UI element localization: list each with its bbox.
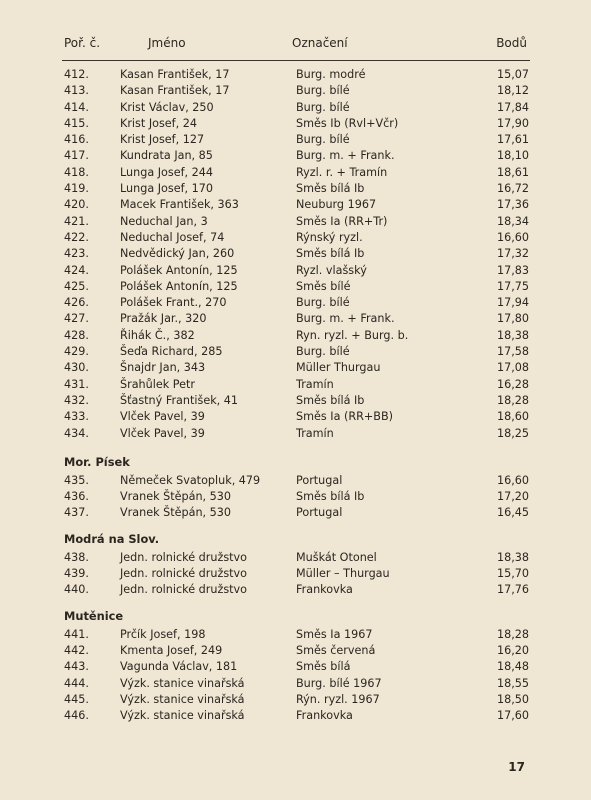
row-points: 18,28 (496, 393, 529, 407)
row-number: 437. (64, 506, 89, 520)
header-divider (62, 60, 530, 61)
row-number: 444. (64, 676, 89, 690)
row-label: Tramín (296, 377, 334, 391)
row-name: Lunga Josef, 170 (120, 182, 213, 196)
row-label: Směs červená (296, 643, 376, 657)
header-number: Poř. č. (64, 36, 101, 50)
table-row (0, 409, 591, 425)
table-row (0, 489, 591, 505)
row-number: 422. (64, 230, 89, 244)
table-row (0, 132, 591, 148)
row-points: 18,28 (496, 627, 529, 641)
table-row (0, 328, 591, 344)
row-label: Müller – Thurgau (296, 567, 390, 581)
row-points: 17,80 (496, 312, 529, 326)
row-number: 426. (64, 296, 89, 310)
section-title: Mor. Písek (64, 454, 130, 469)
row-number: 429. (64, 345, 89, 359)
row-name: Krist Václav, 250 (120, 100, 214, 114)
row-name: Nedvědický Jan, 260 (120, 247, 235, 261)
row-name: Vranek Štěpán, 530 (120, 506, 232, 520)
row-points: 18,25 (496, 426, 529, 440)
table-row (0, 627, 591, 643)
row-name: Neduchal Josef, 74 (120, 230, 225, 244)
row-number: 413. (64, 84, 89, 98)
row-name: Jedn. rolnické družstvo (120, 567, 248, 581)
row-points: 17,84 (496, 100, 529, 114)
row-label: Rýn. ryzl. 1967 (296, 692, 380, 706)
row-name: Šeďa Richard, 285 (120, 345, 223, 359)
table-row (0, 311, 591, 327)
header-name: Jméno (148, 36, 186, 50)
row-points: 18,38 (496, 328, 529, 342)
row-number: 420. (64, 198, 89, 212)
row-points: 15,70 (496, 567, 529, 581)
row-label: Směs Ia 1967 (296, 627, 373, 641)
row-number: 425. (64, 279, 89, 293)
row-points: 17,58 (496, 345, 529, 359)
row-name: Krist Josef, 24 (120, 116, 197, 130)
row-points: 17,20 (496, 490, 529, 504)
table-row (0, 659, 591, 675)
row-label: Burg. m. + Frank. (296, 312, 395, 326)
table-row (0, 148, 591, 164)
header-label: Označení (292, 36, 348, 50)
row-name: Výzk. stanice vinařská (120, 676, 245, 690)
table-row (0, 692, 591, 708)
row-label: Burg. bílé (296, 100, 350, 114)
table-row (0, 566, 591, 582)
row-points: 18,12 (496, 84, 529, 98)
row-label: Rýnský ryzl. (296, 230, 363, 244)
row-number: 412. (64, 68, 89, 81)
row-name: Polášek Antonín, 125 (120, 263, 238, 277)
table-row (0, 295, 591, 311)
row-name: Kundrata Jan, 85 (120, 149, 213, 163)
table-row (0, 582, 591, 598)
table-row (0, 181, 591, 197)
row-label: Ryn. ryzl. + Burg. b. (296, 328, 409, 342)
row-name: Řihák Č., 382 (120, 328, 195, 342)
row-name: Polášek Antonín, 125 (120, 279, 238, 293)
row-points: 18,50 (496, 692, 529, 706)
row-points: 17,08 (496, 361, 529, 375)
row-label: Ryzl. vlašský (296, 263, 367, 277)
row-label: Portugal (296, 506, 343, 520)
row-label: Portugal (296, 473, 343, 487)
table-row (0, 230, 591, 246)
row-label: Směs Ia (RR+BB) (296, 410, 393, 424)
row-name: Vlček Pavel, 39 (120, 426, 205, 440)
table-header (0, 36, 591, 54)
row-number: 434. (64, 426, 89, 440)
row-points: 16,45 (496, 506, 529, 520)
row-label: Muškát Otonel (296, 550, 377, 564)
row-number: 421. (64, 214, 89, 228)
table-row (0, 344, 591, 360)
row-label: Směs bílá Ib (296, 247, 365, 261)
row-name: Šnajdr Jan, 343 (120, 361, 206, 375)
row-name: Výzk. stanice vinařská (120, 692, 245, 706)
row-label: Frankovka (296, 583, 353, 597)
row-number: 427. (64, 312, 89, 326)
table-row (0, 165, 591, 181)
row-name: Polášek Frant., 270 (120, 296, 227, 310)
section-title: Modrá na Slov. (64, 531, 160, 546)
row-points: 16,60 (496, 473, 529, 487)
page-number: 17 (508, 760, 525, 774)
row-name: Macek František, 363 (120, 198, 239, 212)
row-number: 438. (64, 550, 89, 564)
table-row (0, 393, 591, 409)
row-number: 417. (64, 149, 89, 163)
row-label: Směs bílá Ib (296, 182, 365, 196)
row-number: 443. (64, 660, 89, 674)
row-label: Směs bílá Ib (296, 490, 365, 504)
row-label: Směs Ia (RR+Tr) (296, 214, 388, 228)
row-number: 441. (64, 627, 89, 641)
row-label: Burg. bílé (296, 84, 350, 98)
row-name: Výzk. stanice vinařská (120, 709, 245, 723)
table-row (0, 279, 591, 295)
row-number: 446. (64, 709, 89, 723)
row-points: 17,90 (496, 116, 529, 130)
row-name: Jedn. rolnické družstvo (120, 583, 248, 597)
row-points: 17,61 (496, 133, 529, 147)
row-name: Lunga Josef, 244 (120, 165, 213, 179)
row-label: Směs bílé (296, 279, 351, 293)
row-points: 16,60 (496, 230, 529, 244)
results-list (0, 67, 591, 724)
row-points: 16,20 (496, 643, 529, 657)
row-number: 445. (64, 692, 89, 706)
row-number: 439. (64, 567, 89, 581)
row-label: Burg. bílé (296, 133, 350, 147)
row-points: 16,28 (496, 377, 529, 391)
row-name: Kasan František, 17 (120, 68, 230, 81)
row-number: 433. (64, 410, 89, 424)
table-row (0, 360, 591, 376)
table-row (0, 100, 591, 116)
row-label: Burg. bílé 1967 (296, 676, 382, 690)
row-name: Krist Josef, 127 (120, 133, 205, 147)
row-points: 18,34 (496, 214, 529, 228)
row-label: Müller Thurgau (296, 361, 381, 375)
row-number: 442. (64, 643, 89, 657)
row-number: 415. (64, 116, 89, 130)
row-points: 17,32 (496, 247, 529, 261)
row-label: Burg. bílé (296, 345, 350, 359)
table-row (0, 708, 591, 724)
row-points: 18,38 (496, 550, 529, 564)
table-row (0, 505, 591, 521)
row-label: Směs Ib (Rvl+Včr) (296, 116, 399, 130)
row-label: Ryzl. r. + Tramín (296, 165, 388, 179)
row-label: Burg. modré (296, 68, 366, 81)
row-name: Šťastný František, 41 (120, 393, 239, 407)
row-points: 17,60 (496, 709, 529, 723)
row-points: 17,83 (496, 263, 529, 277)
row-number: 416. (64, 133, 89, 147)
row-name: Kmenta Josef, 249 (120, 643, 223, 657)
section-title: Mutěnice (64, 608, 124, 623)
row-label: Burg. bílé (296, 296, 350, 310)
table-row (0, 550, 591, 566)
row-points: 18,10 (496, 149, 529, 163)
row-number: 440. (64, 583, 89, 597)
row-number: 436. (64, 490, 89, 504)
row-number: 423. (64, 247, 89, 261)
table-row (0, 377, 591, 393)
row-label: Tramín (296, 426, 334, 440)
row-number: 419. (64, 182, 89, 196)
row-number: 414. (64, 100, 89, 114)
table-row (0, 473, 591, 489)
row-points: 17,75 (496, 279, 529, 293)
row-points: 18,55 (496, 676, 529, 690)
row-points: 17,94 (496, 296, 529, 310)
table-row (0, 83, 591, 99)
row-number: 432. (64, 393, 89, 407)
table-row (0, 67, 591, 83)
row-name: Neduchal Jan, 3 (120, 214, 208, 228)
table-row (0, 214, 591, 230)
row-name: Vlček Pavel, 39 (120, 410, 205, 424)
row-name: Pražák Jar., 320 (120, 312, 207, 326)
row-label: Frankovka (296, 709, 353, 723)
row-name: Vranek Štěpán, 530 (120, 490, 232, 504)
table-row (0, 676, 591, 692)
table-row (0, 116, 591, 132)
row-number: 435. (64, 473, 89, 487)
row-label: Neuburg 1967 (296, 198, 377, 212)
table-row (0, 263, 591, 279)
row-points: 17,36 (496, 198, 529, 212)
table-row (0, 197, 591, 213)
row-label: Směs bílá Ib (296, 393, 365, 407)
row-points: 16,72 (496, 182, 529, 196)
table-row (0, 643, 591, 659)
row-name: Prčík Josef, 198 (120, 627, 206, 641)
row-label: Burg. m. + Frank. (296, 149, 395, 163)
header-points: Bodů (496, 36, 527, 50)
row-name: Němeček Svatopluk, 479 (120, 473, 261, 487)
row-number: 424. (64, 263, 89, 277)
row-number: 431. (64, 377, 89, 391)
row-points: 18,61 (496, 165, 529, 179)
row-name: Jedn. rolnické družstvo (120, 550, 248, 564)
row-name: Kasan František, 17 (120, 84, 230, 98)
row-label: Směs bílá (296, 660, 351, 674)
row-number: 418. (64, 165, 89, 179)
table-row (0, 246, 591, 262)
row-points: 17,76 (496, 583, 529, 597)
row-name: Šrahůlek Petr (120, 377, 195, 391)
row-points: 18,48 (496, 660, 529, 674)
row-number: 428. (64, 328, 89, 342)
row-points: 18,60 (496, 410, 529, 424)
row-points: 15,07 (496, 68, 529, 81)
table-row (0, 426, 591, 442)
row-number: 430. (64, 361, 89, 375)
row-name: Vagunda Václav, 181 (120, 660, 238, 674)
